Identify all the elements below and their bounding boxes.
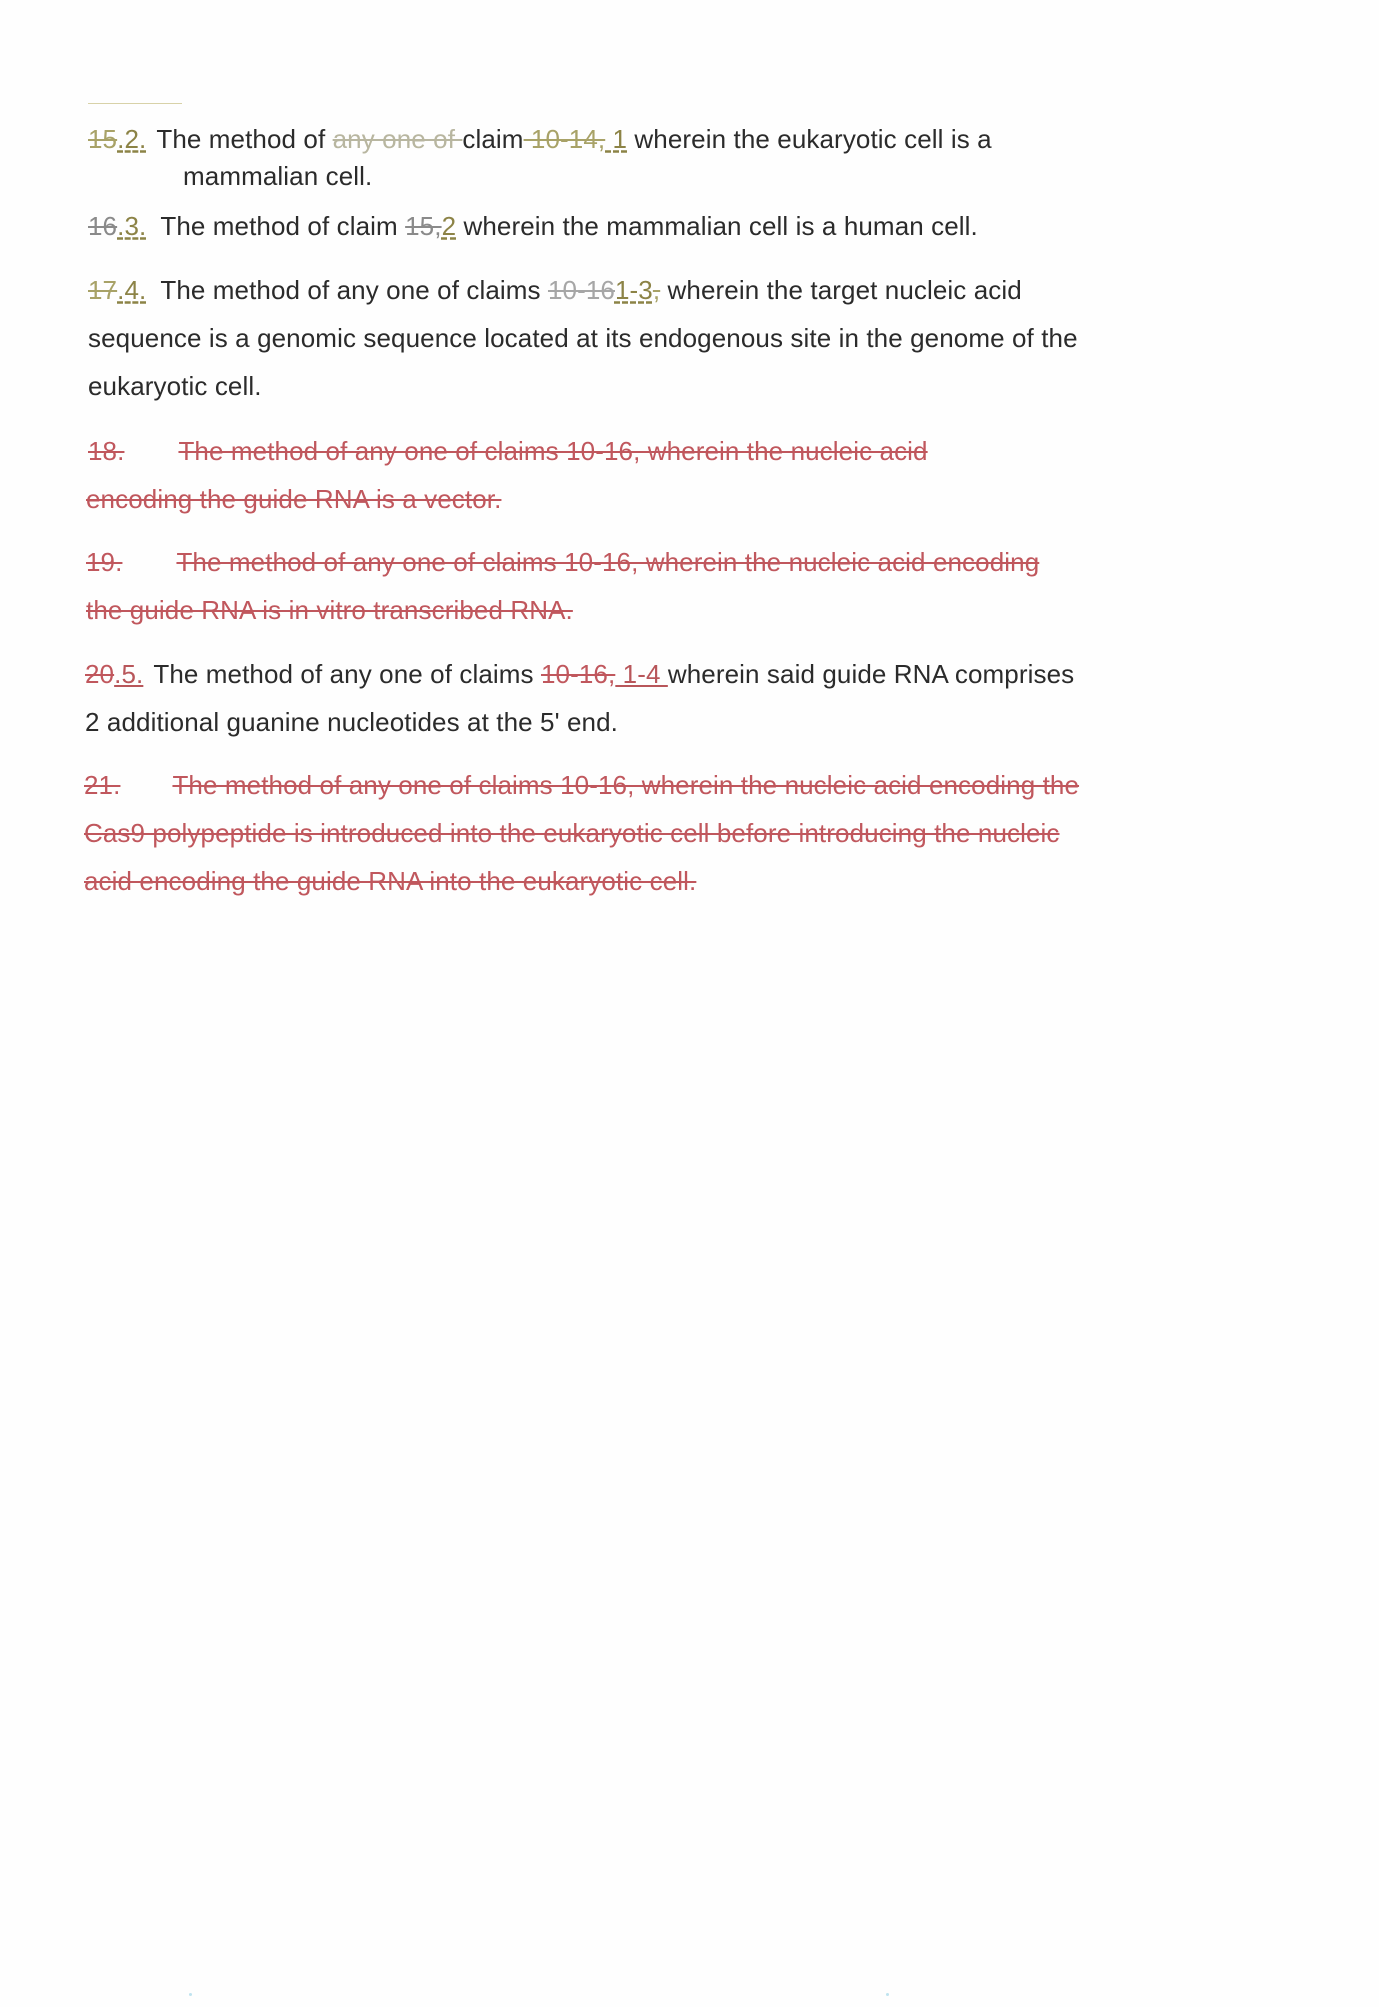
claim-2-deleted-a: any one of [332, 124, 463, 154]
claim-2-line-2: mammalian cell. [183, 161, 373, 191]
claim-3-line-1 [88, 211, 978, 241]
claim-19-line-2: the guide RNA is in vitro transcribed RNA. [86, 595, 573, 625]
claim-4-new-number: .4. [117, 275, 147, 305]
claim-3-text-b: wherein the mammalian cell is a human cell. [456, 211, 978, 241]
header-rule [88, 103, 182, 104]
claim-2-text-c: wherein the eukaryotic cell is a [627, 124, 992, 154]
claim-2-deleted-b: 10-14, [523, 124, 606, 154]
claim-5-new-number: .5. [114, 659, 144, 689]
claim-5-line-2: 2 additional guanine nucleotides at the 5' end. [85, 707, 618, 737]
claim-4-line-2: sequence is a genomic sequence located at its endogenous site in the genome of the [88, 323, 1078, 353]
claim-4-deleted-a: 10-16 [547, 275, 615, 305]
claim-4-text-b: wherein the target nucleic acid [660, 275, 1022, 305]
claim-21-line-2: Cas9 polypeptide is introduced into the eukaryotic cell before introducing the nucleic [84, 818, 1060, 848]
claim-21-number: 21. [84, 770, 121, 800]
claim-3-new-number: .3. [117, 211, 147, 241]
claim-21-line-3: acid encoding the guide RNA into the eukaryotic cell. [84, 866, 697, 896]
claim-5-text-b: wherein said guide RNA comprises [667, 659, 1075, 689]
claim-3-text-a: The method of claim [160, 211, 406, 241]
claim-2-text-a: The method of [156, 124, 333, 154]
claim-2-line-1 [88, 124, 992, 154]
claim-2-text-b: claim [462, 124, 524, 154]
scan-speck [886, 1993, 889, 1996]
claim-4-old-number: 17 [88, 275, 118, 305]
claim-2-inserted-b: 1 [605, 124, 628, 154]
claim-19-text-1: The method of any one of claims 10-16, wherein the nucleic acid encoding [176, 547, 1040, 577]
claim-5-inserted-a: 1-4 [615, 659, 668, 689]
claim-5-old-number: 20 [85, 659, 115, 689]
claim-4-deleted-b: , [652, 275, 661, 305]
scan-speck [189, 1993, 192, 1996]
claim-4-line-3: eukaryotic cell. [88, 371, 262, 401]
claim-5-line-1 [85, 659, 1074, 689]
claim-21-text-1: The method of any one of claims 10-16, wherein the nucleic acid encoding the [172, 770, 1080, 800]
claim-4-text-a: The method of any one of claims [160, 275, 548, 305]
claim-4-inserted-a: 1-3 [614, 275, 653, 305]
claim-3-old-number: 16 [88, 211, 118, 241]
claim-4-line-1 [88, 275, 1022, 305]
claim-2-old-number: 15 [88, 124, 118, 154]
claim-3-inserted-a: 2 [441, 211, 457, 241]
claim-19-number: 19. [86, 547, 123, 577]
claim-18-text-1: The method of any one of claims 10-16, wherein the nucleic acid [178, 436, 928, 466]
claim-18-number: 18. [88, 436, 125, 466]
claim-5-deleted-a: 10-16, [540, 659, 616, 689]
claim-3-deleted-a: 15, [405, 211, 442, 241]
claim-19-line-1 [86, 547, 1039, 577]
claim-5-text-a: The method of any one of claims [153, 659, 541, 689]
claim-2-new-number: .2. [117, 124, 147, 154]
claim-18-line-2: encoding the guide RNA is a vector. [86, 484, 502, 514]
claim-21-line-1 [84, 770, 1079, 800]
claim-18-line-1 [88, 436, 928, 466]
